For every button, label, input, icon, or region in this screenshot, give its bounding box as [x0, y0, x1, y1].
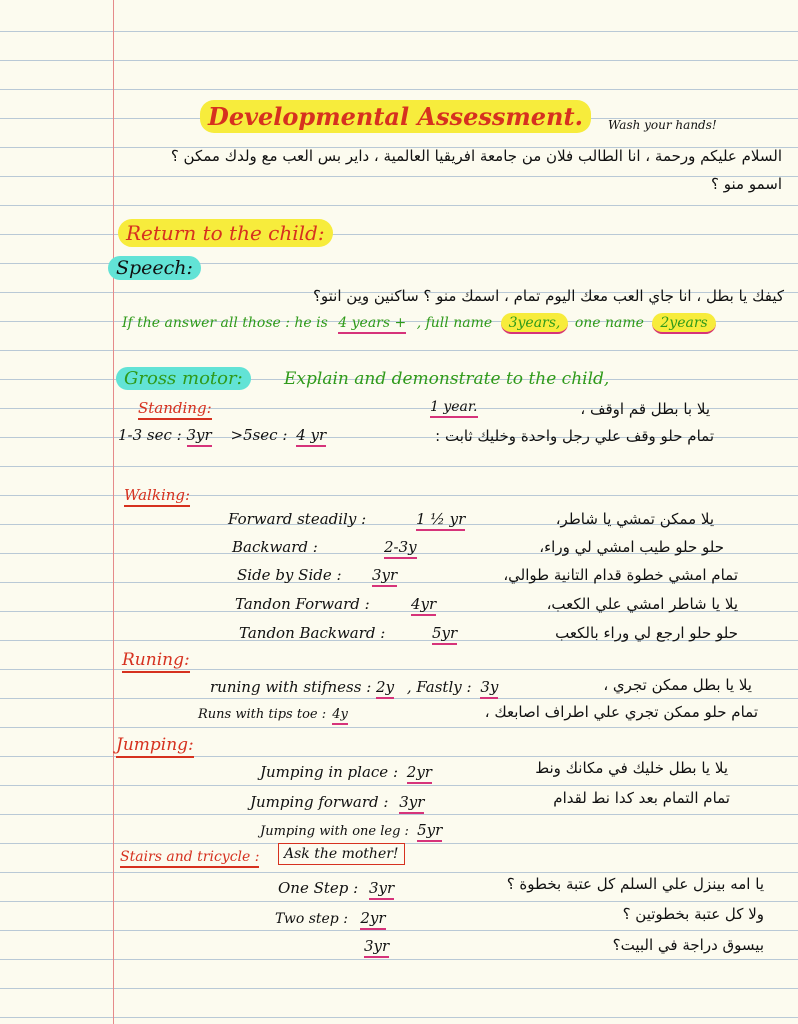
jumping-one-leg-age: 5yr	[417, 821, 442, 842]
stairs-two-step-line	[275, 910, 386, 927]
stairs-tricycle-age: 3yr	[364, 938, 389, 955]
stairs-arabic-3: بيسوق دراجة في البيت؟	[612, 936, 764, 954]
speech-mid-1: , full name	[416, 315, 493, 331]
stairs-one-step-age: 3yr	[369, 879, 394, 900]
running-fastly-label: , Fastly :	[406, 678, 472, 696]
standing-age-1year: 1 year.	[430, 400, 478, 415]
page-title	[200, 104, 591, 130]
stairs-one-step-line	[278, 880, 394, 897]
stairs-heading: Stairs and tricycle :	[120, 850, 259, 865]
stairs-arabic-1: يا امه بينزل علي السلم كل عتبة بخطوة ؟	[506, 875, 764, 893]
jumping-forward-line	[250, 794, 424, 811]
standing-range-prefix: 1-3 sec :	[118, 426, 182, 444]
walking-item-tandon-backward-age: 5yr	[432, 625, 457, 642]
speech-heading: Speech:	[108, 258, 201, 279]
stairs-two-step-age: 2yr	[360, 909, 385, 930]
walking-item-tandon-forward-label: Tandon Forward :	[235, 595, 370, 613]
running-line-1	[210, 679, 498, 696]
jumping-in-place-label: Jumping in place :	[260, 763, 398, 781]
walking-item-tandon-forward-arabic: يلا يا شاطر امشي علي الكعب،	[546, 595, 738, 613]
walking-item-tandon-backward-label: Tandon Backward :	[239, 624, 386, 642]
jumping-heading: Jumping:	[116, 736, 194, 755]
jumping-one-leg-label: Jumping with one leg :	[260, 824, 409, 839]
walking-item-forward-label: Forward steadily :	[228, 510, 367, 528]
wash-hands-note: Wash your hands!	[608, 118, 717, 132]
greeting-line-2: اسمو منو ؟	[711, 175, 782, 193]
jumping-in-place-age: 2yr	[407, 763, 432, 784]
speech-age-2years: 2years	[652, 313, 715, 334]
notebook-margin-line	[113, 0, 114, 1024]
speech-answer-prefix: If the answer all those : he is	[122, 315, 328, 331]
gross-motor-heading: Gross motor:	[116, 369, 251, 389]
standing-arabic-2: تمام حلو وقف علي رجل واحدة وخليك ثابت :	[435, 427, 714, 445]
speech-age-3years: 3years,	[501, 313, 569, 334]
walking-item-forward-age: 1 ½ yr	[416, 511, 465, 528]
running-stiffness-label: runing with stifness :	[210, 678, 372, 696]
speech-mid-2: one name	[574, 315, 644, 331]
standing-arabic-1: يلا با بطل قم اوقف ،	[580, 400, 710, 418]
stairs-arabic-2: ولا كل عتبة بخطوتين ؟	[622, 905, 764, 923]
stairs-one-step-label: One Step :	[278, 879, 359, 897]
jumping-forward-label: Jumping forward :	[250, 793, 389, 811]
walking-item-tandon-forward-age: 4yr	[411, 596, 436, 613]
walking-heading: Walking:	[124, 487, 190, 504]
jumping-one-leg-line	[260, 822, 442, 839]
running-heading: Runing:	[122, 651, 190, 670]
gross-motor-instruction: Explain and demonstrate to the child,	[284, 369, 610, 389]
jumping-arabic-2: تمام التمام بعد كدا نط لقدام	[553, 789, 730, 807]
stairs-two-step-label: Two step :	[275, 911, 348, 927]
walking-item-side-age: 3yr	[372, 567, 397, 584]
walking-item-tandon-backward-arabic: حلو حلو ارجع لي وراء بالكعب	[555, 624, 738, 642]
greeting-line-1: السلام عليكم ورحمة ، انا الطالب فلان من جامعة افريقيا العالمية ، داير بس العب مع ولدك ممكن ؟	[170, 147, 782, 165]
running-tips-label: Runs with tips toe :	[198, 707, 327, 722]
walking-item-backward-arabic: حلو حلو طيب امشي لي وراء،	[539, 538, 724, 556]
running-line-2	[198, 708, 348, 722]
jumping-forward-age: 3yr	[399, 793, 424, 814]
walking-item-backward-age: 2-3y	[384, 539, 417, 556]
jumping-in-place-line	[260, 764, 432, 781]
walking-item-side-arabic: تمام امشي خطوة قدام التانية طوالي،	[503, 566, 738, 584]
title-highlight: Developmental Assessment.	[200, 100, 591, 133]
standing-gt-prefix: >5sec :	[230, 426, 288, 444]
speech-answer-line	[122, 316, 716, 331]
walking-item-backward-label: Backward :	[232, 538, 318, 556]
walking-item-forward-arabic: يلا ممكن تمشي يا شاطر،	[555, 510, 714, 528]
jumping-arabic-1: يلا يا بطل خليك في مكانك ونط	[535, 759, 728, 777]
speech-arabic: كيفك يا بطل ، انا جاي العب معك اليوم تمام ، اسمك منو ؟ ساكنين وين انتو؟	[312, 287, 784, 305]
running-arabic-2: تمام حلو ممكن تجري علي اطراف اصابعك ،	[484, 703, 758, 721]
walking-item-side-label: Side by Side :	[237, 566, 342, 584]
standing-range-age: 3yr	[187, 426, 212, 447]
running-stiffness-age: 2y	[376, 678, 394, 699]
standing-heading: Standing:	[138, 400, 212, 417]
running-fastly-age: 3y	[480, 678, 498, 699]
running-tips-age: 4y	[332, 707, 348, 725]
speech-age-4years: 4 years +	[338, 315, 406, 334]
return-heading: Return to the child:	[118, 222, 333, 244]
standing-gt-age: 4 yr	[296, 426, 326, 447]
standing-duration-line	[118, 427, 326, 444]
stairs-note: Ask the mother!	[278, 847, 405, 862]
running-arabic-1: يلا يا بطل ممكن تجري ،	[603, 676, 752, 694]
